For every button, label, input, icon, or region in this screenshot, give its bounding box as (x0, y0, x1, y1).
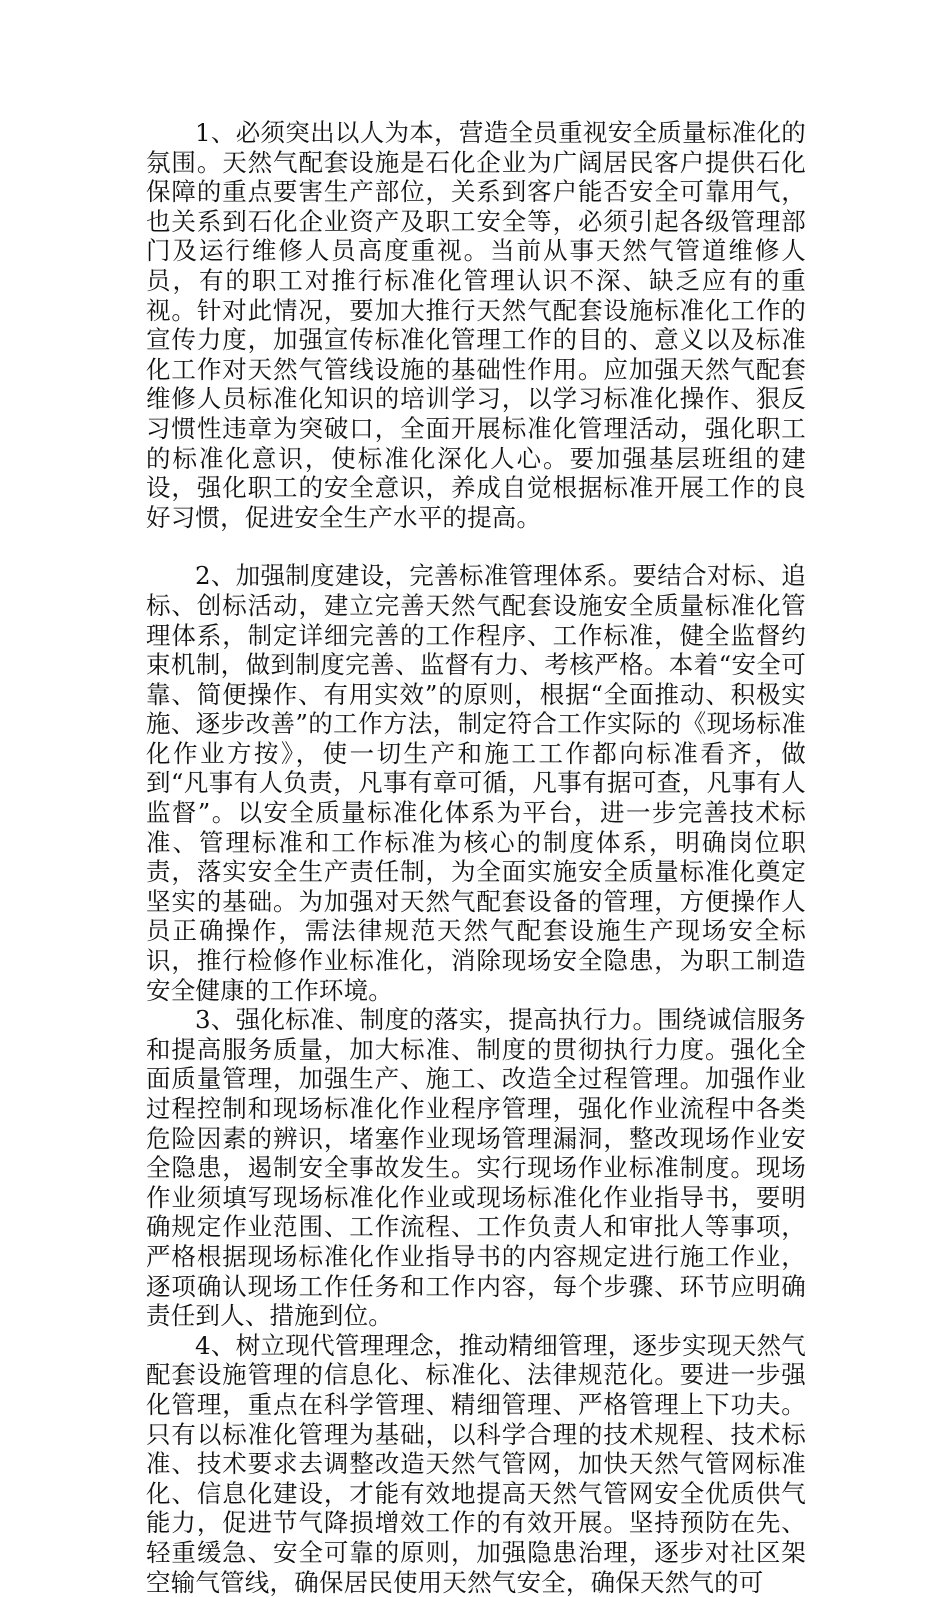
paragraph-1: 1、必须突出以人为本，营造全员重视安全质量标准化的氛围。天然气配套设施是石化企业为广阔居民客户提供石化保障的重点要害生产部位，关系到客户能否安全可靠用气，也关系到石化企业资产及职工安全等，必须引起各级管理部门及运行维修人员高度重视。当前从事天然气管道维修人员，有的职工对推行标准化管理认识不深、缺乏应有的重视。针对此情况，要加大推行天然气配套设施标准化工作的宣传力度，加强宣传标准化管理工作的目的、意义以及标准化工作对天然气管线设施的基础性作用。应加强天然气配套维修人员标准化知识的培训学习，以学习标准化操作、狠反习惯性违章为突破口，全面开展标准化管理活动，强化职工的标准化意识，使标准化深化人心。要加强基层班组的建设，强化职工的安全意识，养成自觉根据标准开展工作的良好习惯，促进安全生产水平的提高。 (146, 118, 806, 532)
document-body (146, 118, 806, 1597)
paragraph-2: 2、加强制度建设，完善标准管理体系。要结合对标、追标、创标活动，建立完善天然气配套设施安全质量标准化管理体系，制定详细完善的工作程序、工作标准，健全监督约束机制，做到制度完善、监督有力、考核严格。本着“安全可靠、简便操作、有用实效”的原则，根据“全面推动、积极实施、逐步改善”的工作方法，制定符合工作实际的《现场标准化作业方按》，使一切生产和施工工作都向标准看齐，做到“凡事有人负责，凡事有章可循，凡事有据可查，凡事有人监督”。以安全质量标准化体系为平台，进一步完善技术标准、管理标准和工作标准为核心的制度体系，明确岗位职责，落实安全生产责任制，为全面实施安全质量标准化奠定坚实的基础。为加强对天然气配套设备的管理，方便操作人员正确操作，需法律规范天然气配套设施生产现场安全标识，推行检修作业标准化，消除现场安全隐患，为职工制造安全健康的工作环境。 (146, 561, 806, 1005)
paragraph-3: 3、强化标准、制度的落实，提高执行力。围绕诚信服务和提高服务质量，加大标准、制度的贯彻执行力度。强化全面质量管理，加强生产、施工、改造全过程管理。加强作业过程控制和现场标准化作业程序管理，强化作业流程中各类危险因素的辨识，堵塞作业现场管理漏洞，整改现场作业安全隐患，遏制安全事故发生。实行现场作业标准制度。现场作业须填写现场标准化作业或现场标准化作业指导书，要明确规定作业范围、工作流程、工作负责人和审批人等事项，严格根据现场标准化作业指导书的内容规定进行施工作业，逐项确认现场工作任务和工作内容，每个步骤、环节应明确责任到人、措施到位。 (146, 1005, 806, 1331)
paragraph-4: 4、树立现代管理理念，推动精细管理，逐步实现天然气配套设施管理的信息化、标准化、法律规范化。要进一步强化管理，重点在科学管理、精细管理、严格管理上下功夫。只有以标准化管理为基础，以科学合理的技术规程、技术标准、技术要求去调整改造天然气管网，加快天然气管网标准化、信息化建设，才能有效地提高天然气管网安全优质供气能力，促进节气降损增效工作的有效开展。坚持预防在先、轻重缓急、安全可靠的原则，加强隐患治理，逐步对社区架空输气管线，确保居民使用天然气安全，确保天然气的可 (146, 1330, 806, 1597)
